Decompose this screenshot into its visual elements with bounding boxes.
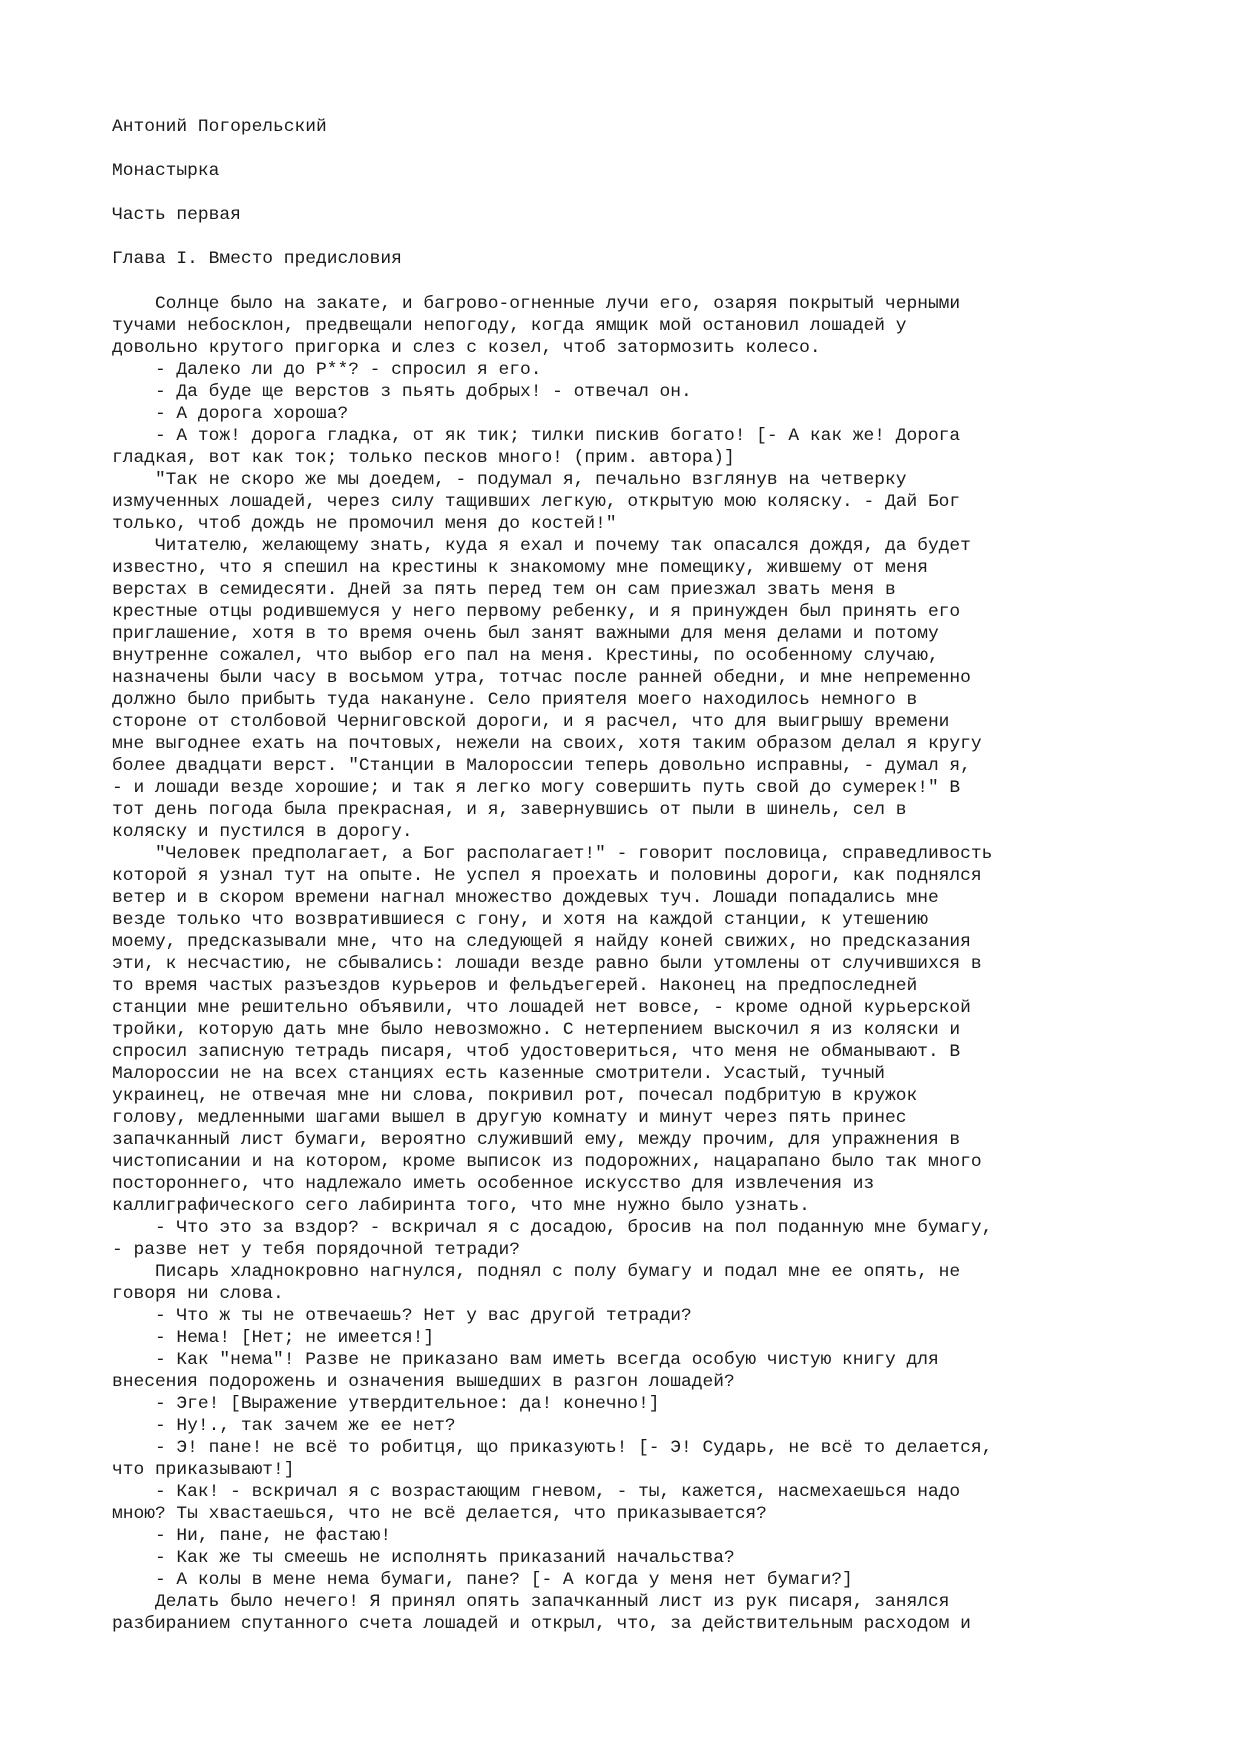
author-name: Антоний Погорельский bbox=[112, 117, 327, 137]
text-line: тройки, которую дать мне было невозможно. С нетерпением выскочил я из коляски и bbox=[112, 1020, 961, 1040]
text-line: запачканный лист бумаги, вероятно служивший ему, между прочим, для упражнения в bbox=[112, 1130, 961, 1150]
text-line: которой я узнал тут на опыте. Не успел я проехать и половины дороги, как поднялся bbox=[112, 866, 982, 886]
text-line: голову, медленными шагами вышел в другую комнату и минут через пять принес bbox=[112, 1108, 907, 1128]
text-line: должно было прибыть туда накануне. Село приятеля моего находилось немного в bbox=[112, 690, 918, 710]
text-line: мне выгоднее ехать на почтовых, нежели на своих, хотя таким образом делал я кругу bbox=[112, 734, 982, 754]
text-line: - Да буде ще верстов з пьять добрых! - отвечал он. bbox=[112, 382, 692, 402]
text-line: - Ну!., так зачем же ее нет? bbox=[112, 1416, 456, 1436]
text-line: крестные отцы родившемуся у него первому ребенку, и я принужден был принять его bbox=[112, 602, 961, 622]
text-line: моему, предсказывали мне, что на следующей я найду коней свижих, но предсказания bbox=[112, 932, 971, 952]
text-line: - А тож! дорога гладка, от як тик; тилки пискив богато! [- А как же! Дорога bbox=[112, 426, 961, 446]
text-line: эти, к несчастию, не сбывались: лошади везде равно были утомлены от случившихся в bbox=[112, 954, 982, 974]
text-line: каллиграфического сего лабиринта того, что мне нужно было узнать. bbox=[112, 1196, 810, 1216]
text-line: - Что ж ты не отвечаешь? Нет у вас другой тетради? bbox=[112, 1306, 692, 1326]
text-line: - Ни, пане, не фастаю! bbox=[112, 1526, 392, 1546]
text-line: Малороссии не на всех станциях есть казенные смотрители. Усастый, тучный bbox=[112, 1064, 886, 1084]
text-line: стороне от столбовой Черниговской дороги, и я расчел, что для выигрышу времени bbox=[112, 712, 950, 732]
text-line: верстах в семидесяти. Дней за пять перед тем он сам приезжал звать меня в bbox=[112, 580, 896, 600]
text-line: только, чтоб дождь не промочил меня до костей!" bbox=[112, 514, 617, 534]
text-line: постороннего, что надлежало иметь особенное искусство для извлечения из bbox=[112, 1174, 875, 1194]
text-line: Делать было нечего! Я принял опять запачканный лист из рук писаря, занялся bbox=[112, 1592, 950, 1612]
text-line: назначены были часу в восьмом утра, тотчас после ранней обедни, и мне непременно bbox=[112, 668, 971, 688]
text-line: то время частых разъездов курьеров и фельдъегерей. Наконец на предпоследней bbox=[112, 976, 918, 996]
text-line: разбиранием спутанного счета лошадей и открыл, что, за действительным расходом и bbox=[112, 1614, 971, 1634]
text-line: говоря ни слова. bbox=[112, 1284, 284, 1304]
text-line: коляску и пустился в дорогу. bbox=[112, 822, 413, 842]
text-line: - Нема! [Нет; не имеется!] bbox=[112, 1328, 435, 1348]
text-line: - Как же ты смеешь не исполнять приказаний начальства? bbox=[112, 1548, 735, 1568]
text-line: - А колы в мене нема бумаги, пане? [- А когда у меня нет бумаги?] bbox=[112, 1570, 853, 1590]
work-title: Монастырка bbox=[112, 161, 220, 181]
text-line: "Человек предполагает, а Бог располагает!" - говорит пословица, справедливость bbox=[112, 844, 993, 864]
chapter-heading: Глава I. Вместо предисловия bbox=[112, 249, 402, 269]
text-line: довольно крутого пригорка и слез с козел, чтоб затормозить колесо. bbox=[112, 338, 821, 358]
text-line: - Далеко ли до Р**? - спросил я его. bbox=[112, 360, 542, 380]
text-line: - и лошади везде хорошие; и так я легко могу совершить путь свой до сумерек!" В bbox=[112, 778, 961, 798]
text-line: Писарь хладнокровно нагнулся, поднял с полу бумагу и подал мне ее опять, не bbox=[112, 1262, 961, 1282]
text-line: приглашение, хотя в то время очень был занят важными для меня делами и потому bbox=[112, 624, 939, 644]
text-line: - разве нет у тебя порядочной тетради? bbox=[112, 1240, 520, 1260]
text-line: - Как "нема"! Разве не приказано вам иметь всегда особую чистую книгу для bbox=[112, 1350, 939, 1370]
text-line: измученных лошадей, через силу тащивших легкую, открытую мою коляску. - Дай Бог bbox=[112, 492, 961, 512]
text-line: тучами небосклон, предвещали непогоду, когда ямщик мой остановил лошадей у bbox=[112, 316, 907, 336]
text-line: станции мне решительно объявили, что лошадей нет вовсе, - кроме одной курьерской bbox=[112, 998, 971, 1018]
text-line: чистописании и на котором, кроме выписок из подорожних, нацарапано было так много bbox=[112, 1152, 982, 1172]
part-heading: Часть первая bbox=[112, 205, 241, 225]
text-line: "Так не скоро же мы доедем, - подумал я, печально взглянув на четверку bbox=[112, 470, 907, 490]
text-line: - Э! пане! не всё то робитця, що приказують! [- Э! Сударь, не всё то делается, bbox=[112, 1438, 993, 1458]
text-line: спросил записную тетрадь писаря, чтоб удостовериться, что меня не обманывают. В bbox=[112, 1042, 961, 1062]
text-line: тот день погода была прекрасная, и я, завернувшись от пыли в шинель, сел в bbox=[112, 800, 907, 820]
text-line: Читателю, желающему знать, куда я ехал и почему так опасался дождя, да будет bbox=[112, 536, 971, 556]
text-line: везде только что возвратившиеся с гону, и хотя на каждой станции, к утешению bbox=[112, 910, 928, 930]
text-line: украинец, не отвечая мне ни слова, покривил рот, почесал подбритую в кружок bbox=[112, 1086, 918, 1106]
text-line: внесения подорожень и означения вышедших в разгон лошадей? bbox=[112, 1372, 735, 1392]
text-line: - Эге! [Выражение утвердительное: да! конечно!] bbox=[112, 1394, 660, 1414]
text-line: ветер и в скором времени нагнал множество дождевых туч. Лошади попадались мне bbox=[112, 888, 939, 908]
text-line: более двадцати верст. "Станции в Малороссии теперь довольно исправны, - думал я, bbox=[112, 756, 971, 776]
text-line: известно, что я спешил на крестины к знакомому мне помещику, жившему от меня bbox=[112, 558, 928, 578]
text-line: - Что это за вздор? - вскричал я с досадою, бросив на пол поданную мне бумагу, bbox=[112, 1218, 993, 1238]
text-line: мною? Ты хвастаешься, что не всё делается, что приказывается? bbox=[112, 1504, 767, 1524]
text-line: Солнце было на закате, и багрово-огненные лучи его, озаряя покрытый черными bbox=[112, 294, 961, 314]
text-line: гладкая, вот как ток; только песков много! (прим. автора)] bbox=[112, 448, 735, 468]
text-line: - А дорога хороша? bbox=[112, 404, 349, 424]
text-line: что приказывают!] bbox=[112, 1460, 295, 1480]
text-line: внутренне сожалел, что выбор его пал на меня. Крестины, по особенному случаю, bbox=[112, 646, 939, 666]
text-line: - Как! - вскричал я с возрастающим гневом, - ты, кажется, насмехаешься надо bbox=[112, 1482, 961, 1502]
